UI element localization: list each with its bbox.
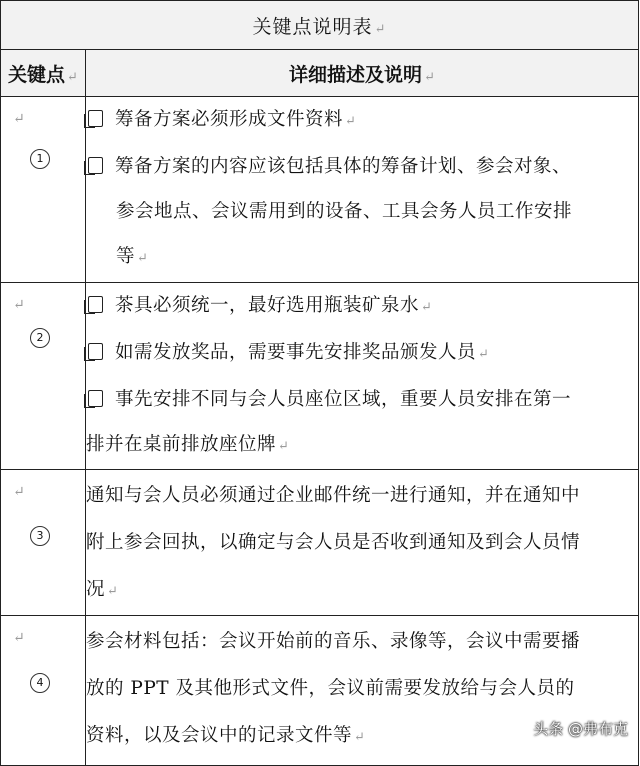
key-cell-2: [1, 283, 86, 470]
table-row: [1, 470, 639, 616]
paragraph-line: 放的 PPT 及其他形式文件，会议前需要发放给与会人员的: [86, 678, 575, 699]
list-item: 事先安排不同与会人员座位区域，重要人员安排在第一: [86, 377, 638, 422]
table-row: [1, 283, 639, 470]
document-bullet-icon: [88, 110, 103, 127]
circled-number-4: 4: [30, 673, 50, 693]
paragraph-line: 况 ↵: [86, 579, 119, 600]
list-item-continuation: 参会地点、会议需用到的设备、工具会务人员工作安排: [116, 201, 573, 222]
desc-cell-2: [86, 283, 639, 470]
list-item: 筹备方案的内容应该包括具体的筹备计划、参会对象、: [86, 144, 638, 189]
column-header-desc-label: 详细描述及说明: [289, 63, 423, 86]
desc-cell-4: [86, 616, 639, 766]
paragraph-mark-icon: ↵: [478, 347, 490, 362]
list-item-continuation: 排并在桌前排放座位牌 ↵: [86, 434, 290, 455]
table-title: 关键点说明表: [252, 15, 373, 38]
paragraph-line: 通知与会人员必须通过企业邮件统一进行通知，并在通知中: [86, 485, 581, 506]
paragraph-mark-icon: ↵: [345, 114, 357, 129]
circled-number-3: 3: [30, 526, 50, 546]
table-row: [1, 616, 639, 766]
key-cell-1: [1, 97, 86, 283]
paragraph-mark-icon: ↵: [374, 21, 387, 37]
document-bullet-icon: [88, 390, 103, 407]
paragraph-mark-icon: ↵: [13, 297, 25, 313]
paragraph-mark-icon: ↵: [424, 69, 435, 85]
list-item: 茶具必须统一，最好选用瓶装矿泉水 ↵: [86, 283, 638, 330]
paragraph-mark-icon: ↵: [107, 584, 119, 599]
list-item-continuation: 等 ↵: [116, 246, 149, 267]
document-bullet-icon: [88, 343, 103, 360]
paragraph-line: 资料，以及会议中的记录文件等 ↵: [86, 725, 366, 746]
paragraph-mark-icon: ↵: [354, 730, 366, 745]
document-bullet-icon: [88, 157, 103, 174]
table-row: [1, 97, 639, 283]
list-item: 如需发放奖品，需要事先安排奖品颁发人员 ↵: [86, 330, 638, 377]
paragraph-mark-icon: ↵: [278, 439, 290, 454]
circled-number-1: 1: [30, 149, 50, 169]
column-header-key: [1, 50, 86, 97]
paragraph-mark-icon: ↵: [13, 111, 25, 127]
document-bullet-icon: [88, 296, 103, 313]
paragraph-mark-icon: ↵: [13, 484, 25, 500]
desc-cell-3: [86, 470, 639, 616]
source-watermark: 头条 @弗布克: [533, 720, 628, 738]
paragraph-line: 附上参会回执，以确定与会人员是否收到通知及到会人员情: [86, 532, 581, 553]
paragraph-mark-icon: ↵: [137, 251, 149, 266]
table-title-cell: [1, 1, 639, 50]
paragraph-mark-icon: ↵: [421, 300, 433, 315]
desc-cell-1: [86, 97, 639, 283]
circled-number-2: 2: [30, 328, 50, 348]
column-header-desc: [86, 50, 639, 97]
paragraph-line: 参会材料包括：会议开始前的音乐、录像等，会议中需要播: [86, 631, 581, 652]
column-header-key-label: 关键点: [8, 63, 66, 86]
key-cell-4: [1, 616, 86, 766]
paragraph: [86, 616, 638, 761]
paragraph-mark-icon: ↵: [67, 69, 78, 85]
paragraph: [86, 470, 638, 615]
key-cell-3: [1, 470, 86, 616]
list-item: 筹备方案必须形成文件资料 ↵: [86, 97, 638, 144]
paragraph-mark-icon: ↵: [13, 630, 25, 646]
